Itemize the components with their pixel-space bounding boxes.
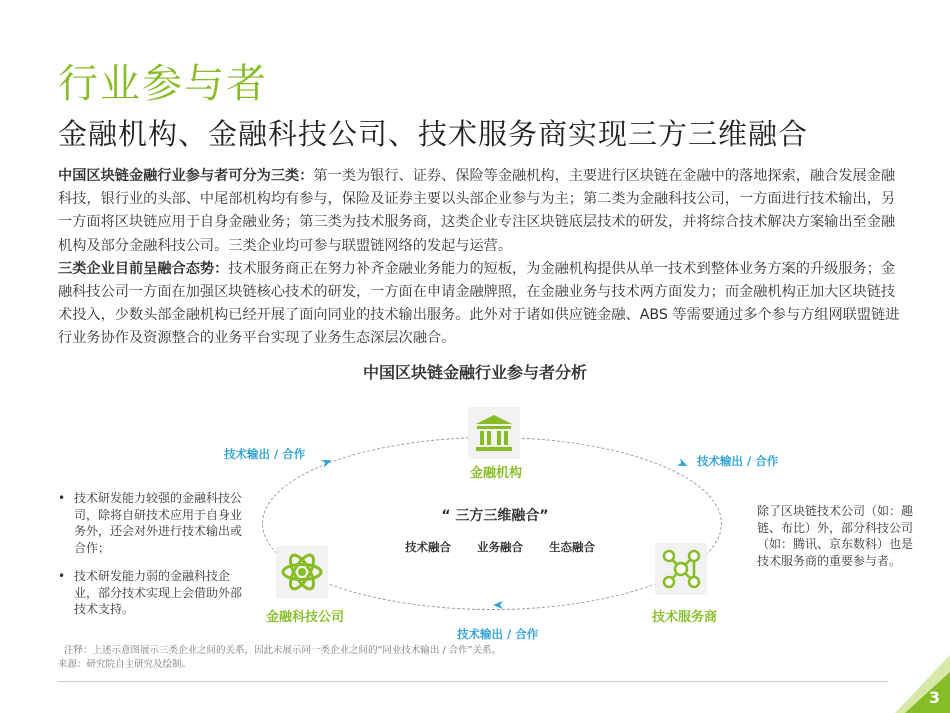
page-title: 行业参与者 [58, 61, 268, 107]
edge-label-bottom: 技术输出 / 合作 [457, 627, 539, 641]
edge-label-right: 技术输出 / 合作 [697, 454, 779, 468]
footnote-note: 注释：上述示意图展示三类企业之间的关系，因此未展示同一类企业之间的“同业技术输出 / 合作”关系。 [64, 645, 502, 656]
tech-provider-note: 除了区块链技术公司（如：趣链、布比）外，部分科技公司（如：腾讯、京东数科）也是技术服务商的重要参与者。 [757, 504, 914, 568]
edge-label-left: 技术输出 / 合作 [224, 447, 306, 461]
page-number: 3 [928, 688, 940, 707]
node-label-fintech-company: 金融科技公司 [266, 610, 345, 625]
center-item-tech: 技术融合 [405, 540, 451, 554]
node-label-tech-provider: 技术服务商 [652, 610, 718, 625]
footnote-source: 来源：研究院自主研究及绘制。 [58, 659, 192, 670]
diagram-title: 中国区块链金融行业参与者分析 [362, 363, 587, 382]
page-subtitle: 金融机构、金融科技公司、技术服务商实现三方三维融合 [58, 117, 809, 151]
list-item: • 技术研发能力较强的金融科技公司，除将自研技术应用于自身业务外，还会对外进行技术输出或合作； [58, 491, 243, 555]
center-item-ecosystem: 生态融合 [549, 540, 595, 554]
para1-heading: 中国区块链金融行业参与者可分为三类： [58, 168, 314, 184]
center-title: “ 三方三维融合” [441, 508, 549, 524]
center-item-business: 业务融合 [477, 540, 523, 554]
para2-heading: 三类企业目前呈融合态势： [58, 260, 229, 277]
para2-text: 技术服务商正在努力补齐金融业务能力的短板，为金融机构提供从单一技术到整体业务方案的升级服务；金融科技公司一方面在加强区块链核心技术的研发，一方面在申请金融牌照，在金融业务与技术两方面发力；而金融机构正加大区块链技术投入，少数头部金融机构已经开展了面向同业的技术输出服务。此外对于诸如供应链金融、ABS 等需要通过多个参与方组网联盟链进行业务协作及资源整合的业务平台实现了业务生态深层次融合。 [58, 260, 900, 347]
para1-text: 第一类为银行、证券、保险等金融机构，主要进行区块链在金融中的落地探索，融合发展金融科技，银行业的头部、中尾部机构均有参与，保险及证券主要以头部企业参与为主；第二类为金融科技公司，一方面进行技术输出，另一方面将区块链应用于自身金融业务；第三类为技术服务商，这类企业专注区块链底层技术的研发，并将综合技术解决方案输出至金融机构及部分金融科技公司。三类企业均可参与联盟链网络的发起与运营。 [58, 168, 896, 254]
list-item: • 技术研发能力弱的金融科技企业，部分技术实现上会借助外部技术支持。 [58, 569, 243, 616]
node-label-financial-institution: 金融机构 [470, 466, 523, 481]
